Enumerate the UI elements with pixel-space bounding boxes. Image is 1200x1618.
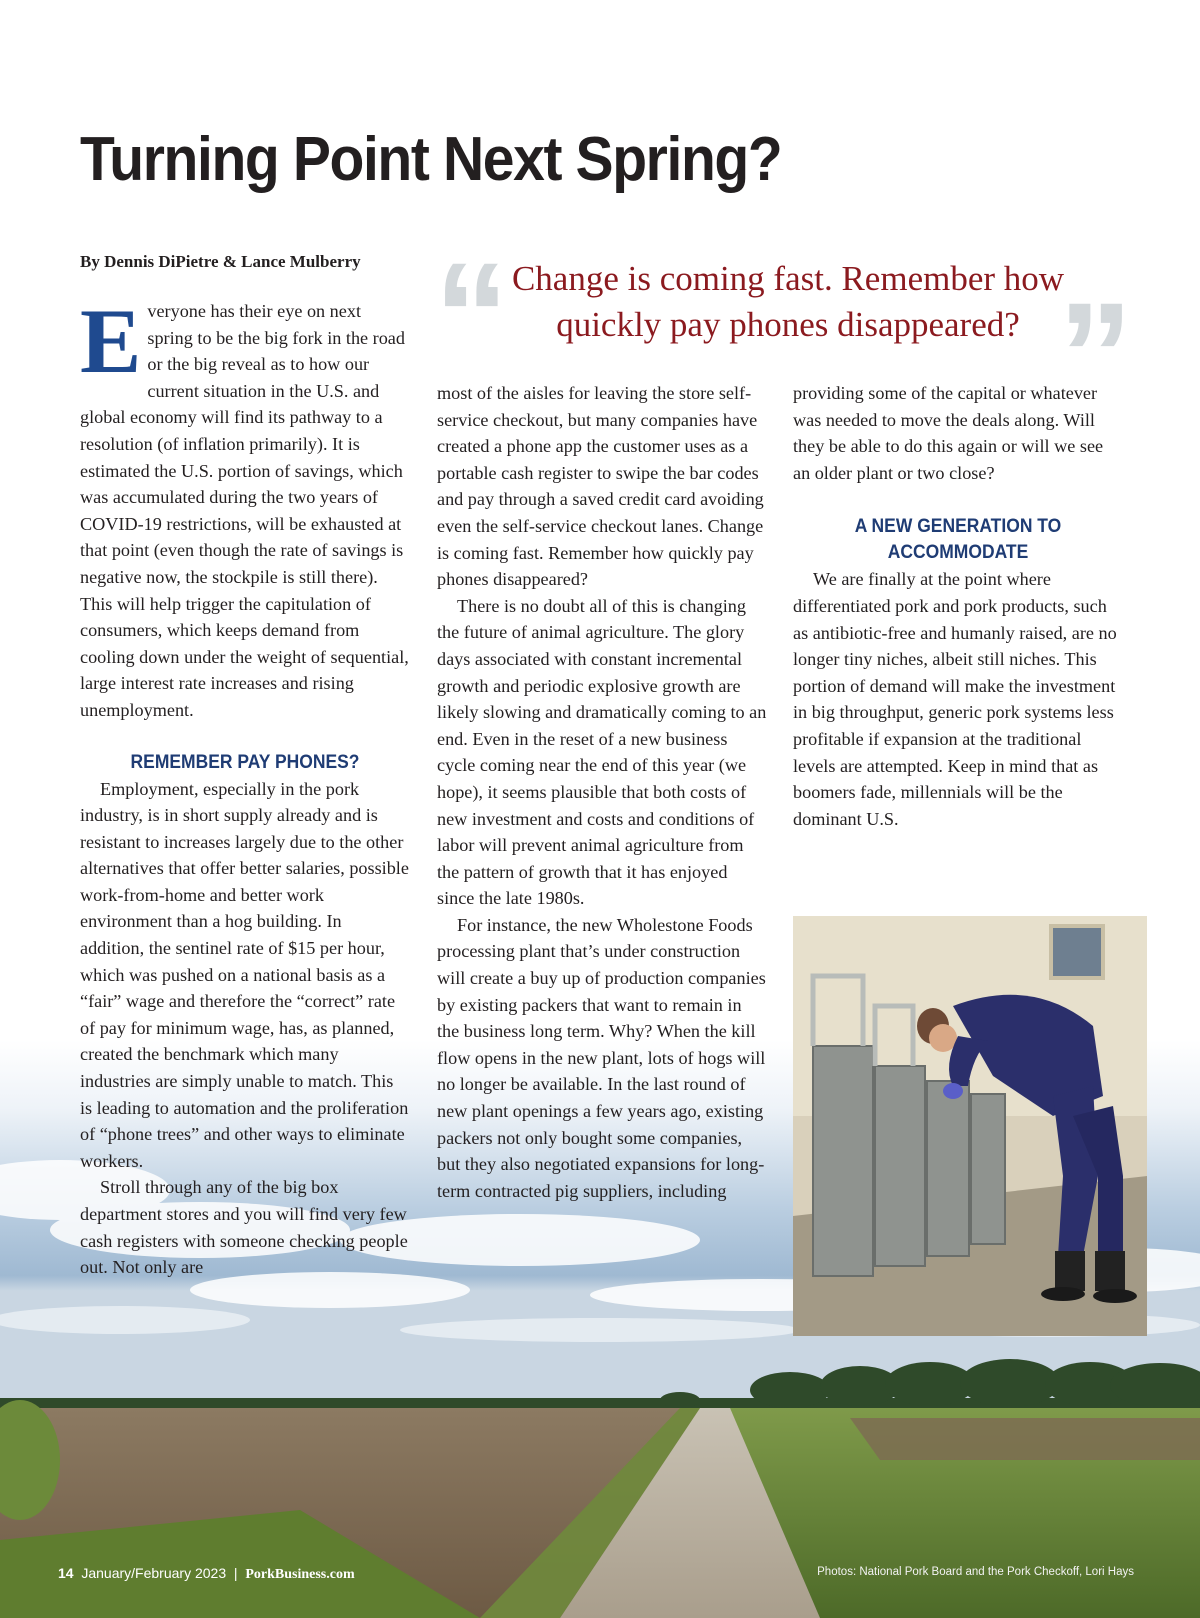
close-quote-mark-icon: ”: [1058, 271, 1133, 439]
intro-paragraph: [80, 290, 410, 724]
open-quote-mark-icon: “: [434, 231, 509, 399]
footer-separator: |: [233, 1565, 238, 1581]
body-paragraph: For instance, the new Wholestone Foods processing plant that’s under construction will create a buy up of production companies by existing packers that want to remain in the business long term. Why? When the kill flow opens in the new plant, lots of hogs will no longer be available. In the last round of new plant openings a few years ago, existing packers not only bought some companies, but they also negotiated expansions for long-term contracted pig suppliers, including: [437, 914, 766, 1201]
pull-quote-text: Change is coming fast. Remember how quickly pay phones disappeared?: [511, 259, 1065, 344]
subhead-pay-phones: REMEMBER PAY PHONES?: [130, 751, 360, 773]
article-title: Turning Point Next Spring?: [80, 125, 782, 194]
intro-paragraph-text: veryone has their eye on next spring to be the big fork in the road or the big reveal as to how our current situation in the U.S. and global economy will find its pathway to a resolution (of inflation primarily). It is estimated the U.S. portion of savings, which was accumulated during the two years of COVID-19 restrictions, will be exhausted at that point (even though the rate of savings is negative now, the stockpile is still there). This will help trigger the capitulation of consumers, which keeps demand from cooling down under the weight of sequential, large interest rate increases and rising unemployment.: [80, 301, 409, 720]
byline: By Dennis DiPietre & Lance Mulberry: [80, 252, 361, 271]
body-paragraph: Employment, especially in the pork industry, is in short supply already and is resistant to increases largely due to the other alternatives that offer better salaries, possible work-from-home and better work environment than a hog building. In addition, the sentinel rate of $15 per hour, which was pushed on a national basis as a “fair” wage and therefore the “correct” rate of pay for minimum wage, has, as planned, created the benchmark which many industries are simply unable to match. This is leading to automation and the proliferation of “phone trees” and other ways to eliminate workers.: [80, 778, 409, 1171]
page-number: 14: [58, 1565, 74, 1581]
issue-date: January/February 2023: [81, 1565, 227, 1581]
worker-photo: [793, 916, 1147, 1336]
article-column-3: [793, 380, 1123, 832]
body-paragraph: Stroll through any of the big box department stores and you will find very few cash registers with someone checking people out. Not only are: [80, 1177, 408, 1278]
article-column-2: [437, 380, 767, 1204]
body-paragraph: providing some of the capital or whatever was needed to move the deals along. Will they be able to do this again or will we see an older plant or two close?: [793, 383, 1104, 483]
page-footer: [58, 1565, 355, 1583]
body-paragraph: most of the aisles for leaving the store self-service checkout, but many companies have created a phone app the customer uses as a portable cash register to swipe the bar codes and pay through a saved credit card avoiding even the self-service checkout lanes. Change is coming fast. Remember how quickly pay phones disappeared?: [437, 383, 764, 590]
body-paragraph: There is no doubt all of this is changing the future of animal agriculture. The glory days associated with constant incremental growth and periodic explosive growth are likely slowing and dramatically coming to an end. Even in the reset of a new business cycle coming near the end of this year (we hope), it seems plausible that both costs of new investment and costs and conditions of labor will prevent animal agriculture from the pattern of growth that it has enjoyed since the late 1980s.: [437, 595, 767, 909]
photo-credit: Photos: National Pork Board and the Pork Checkoff, Lori Hays: [817, 1566, 1134, 1578]
subhead-new-generation: A NEW GENERATION TO ACCOMMODATE: [854, 516, 1062, 564]
article-column-1: [80, 290, 410, 1281]
site-name: PorkBusiness.com: [245, 1567, 355, 1582]
drop-cap: E: [80, 290, 142, 392]
body-paragraph: We are finally at the point where differentiated pork and pork products, such as antibiotic-free and humanly raised, are no longer tiny niches, albeit still niches. This portion of demand will make the investment in big throughput, generic pork systems less profitable if expansion at the traditional levels are attempted. Keep in mind that as boomers fade, millennials will be the dominant U.S.: [793, 569, 1117, 829]
